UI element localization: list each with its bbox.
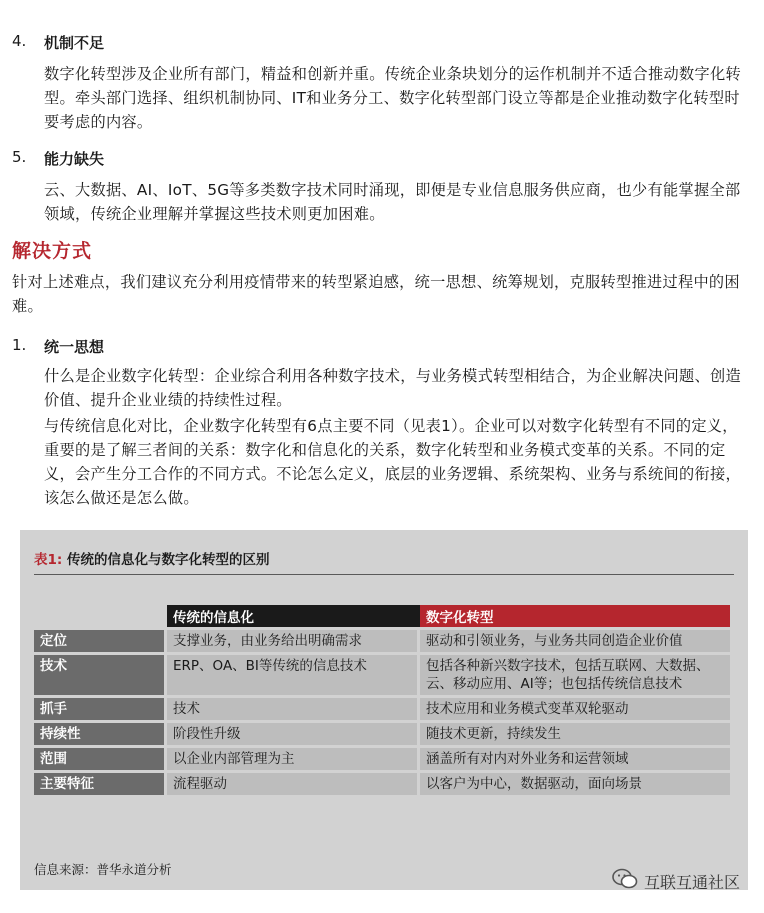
section-intro: 针对上述难点，我们建议充分利用疫情带来的转型紧迫感，统一思想、统筹规划，克服转型推进过程中的困难。 [12,273,740,315]
table-divider [34,574,734,575]
table-label: 表1: [34,552,63,568]
row-label: 抓手 [34,698,167,720]
cell-traditional: 技术 [167,698,420,720]
table-row [34,748,730,770]
cell-digital: 技术应用和业务模式变革双轮驱动 [420,698,730,720]
cell-traditional: ERP、OA、BI等传统的信息技术 [167,655,420,695]
sub-number: 1. [12,336,27,354]
table-row [34,630,730,652]
table-row [34,723,730,745]
item-heading: 能力缺失 [44,150,105,168]
row-label: 技术 [34,655,167,695]
wechat-icon [612,868,638,894]
cell-digital: 随技术更新，持续发生 [420,723,730,745]
table-title [34,548,270,568]
table-source: 信息来源：普华永道分析 [34,862,172,877]
sub-paragraph-1: 什么是企业数字化转型：企业综合利用各种数字技术，与业务模式转型相结合，为企业解决问题、创造价值、提升企业业绩的持续性过程。 [44,367,741,409]
comparison-table [34,602,730,798]
sub-paragraph-2: 与传统信息化对比，企业数字化转型有6点主要不同（见表1）。企业可以对数字化转型有不同的定义，重要的是了解三者间的关系：数字化和信息化的关系，数字化转型和业务模式变革的关系。不同的定义，会产生分工合作的不同方式。不论怎么定义，底层的业务逻辑、系统架构、业务与系统间的衔接，该怎么做还是怎么做。 [44,417,741,507]
table-row [34,655,730,695]
item-number: 5. [12,148,27,166]
cell-digital: 包括各种新兴数字技术，包括互联网、大数据、云、移动应用、AI等；也包括传统信息技术 [420,655,730,695]
table-header-row [34,605,730,627]
section-title: 解决方式 [12,240,93,262]
table-row [34,773,730,795]
item-number: 4. [12,32,27,50]
cell-traditional: 以企业内部管理为主 [167,748,420,770]
header-empty [34,605,167,627]
comparison-table-panel [20,530,748,890]
cell-traditional: 流程驱动 [167,773,420,795]
row-label: 范围 [34,748,167,770]
header-traditional: 传统的信息化 [167,605,420,627]
cell-traditional: 阶段性升级 [167,723,420,745]
item-body: 数字化转型涉及企业所有部门，精益和创新并重。传统企业条块划分的运作机制并不适合推动数字化转型。牵头部门选择、组织机制协同、IT和业务分工、数字化转型部门设立等都是企业推动数字化转型时要考虑的内容。 [44,65,741,131]
watermark-text: 互联互通社区 [643,872,740,892]
cell-digital: 驱动和引领业务，与业务共同创造企业价值 [420,630,730,652]
sub-heading: 统一思想 [44,338,105,356]
row-label: 主要特征 [34,773,167,795]
header-digital: 数字化转型 [420,605,730,627]
row-label: 持续性 [34,723,167,745]
cell-digital: 以客户为中心，数据驱动，面向场景 [420,773,730,795]
table-row [34,698,730,720]
item-heading: 机制不足 [44,34,105,52]
row-label: 定位 [34,630,167,652]
cell-traditional: 支撑业务，由业务给出明确需求 [167,630,420,652]
cell-digital: 涵盖所有对内对外业务和运营领域 [420,748,730,770]
table-title-text: 传统的信息化与数字化转型的区别 [67,552,270,568]
watermark [612,868,740,894]
item-body: 云、大数据、AI、IoT、5G等多类数字技术同时涌现，即便是专业信息服务供应商，也少有能掌握全部领域，传统企业理解并掌握这些技术则更加困难。 [44,181,741,223]
